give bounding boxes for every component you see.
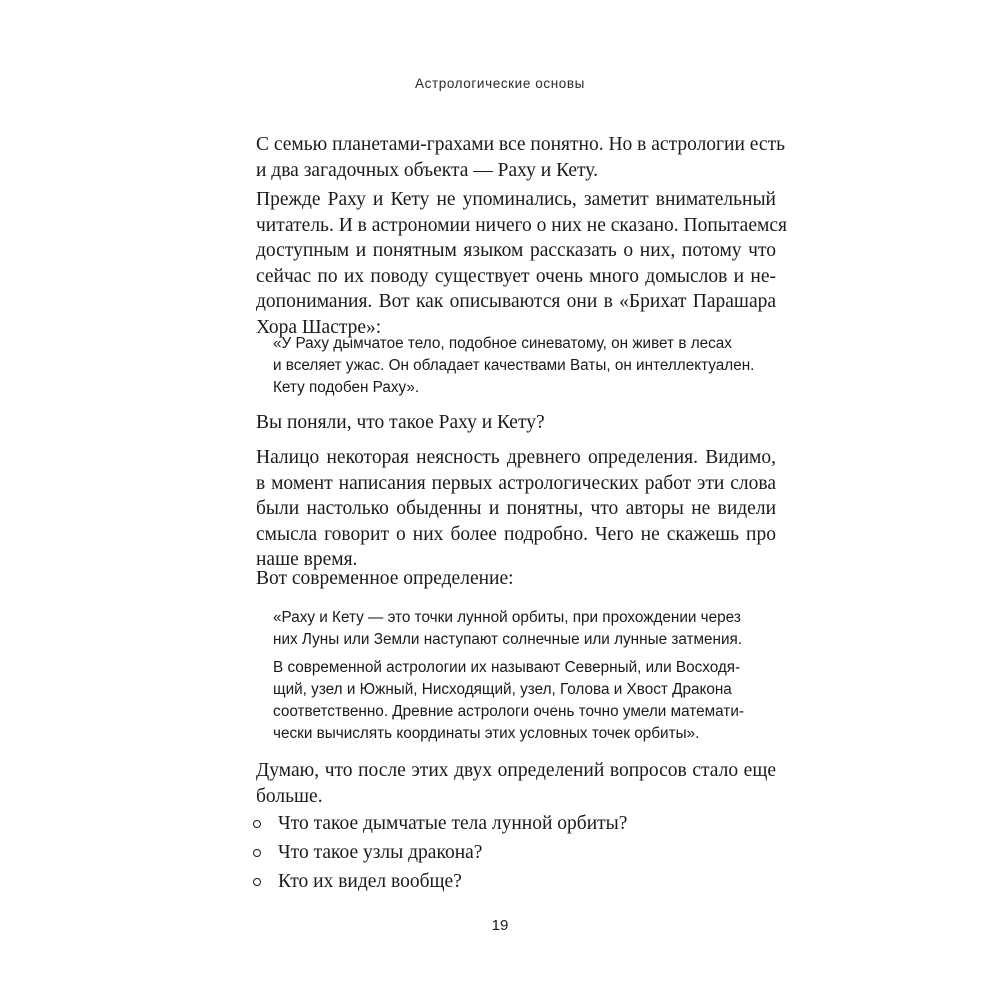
paragraph-2 (256, 187, 787, 340)
list-item-text: Кто их видел вообще? (278, 871, 462, 892)
running-head: Астрологические основы (415, 76, 585, 91)
paragraph-line: С семью планетами-грахами все понятно. Но в астрологии есть (256, 134, 786, 155)
list-item-text: Что такое дымчатые тела лунной орбиты? (278, 813, 628, 834)
quote-line: и вселяет ужас. Он обладает качествами Ваты, он интеллектуален. (273, 357, 755, 374)
circle-bullet-icon (253, 849, 261, 857)
paragraph-1 (256, 132, 786, 183)
paragraph-line: Вы поняли, что такое Раху и Кету? (256, 412, 545, 433)
paragraph-4 (256, 445, 776, 573)
paragraph-line: больше. (256, 785, 323, 807)
page-number: 19 (491, 917, 509, 934)
quote-line: соответственно. Древние астрологи очень точно умели математи- (273, 703, 744, 720)
quote-2 (273, 607, 758, 651)
paragraph-line: и два загадочных объекта — Раху и Кету. (256, 159, 598, 181)
quote-line: чески вычислять координаты этих условных точек орбиты». (273, 725, 700, 742)
circle-bullet-icon (253, 878, 261, 886)
list-item (252, 811, 772, 840)
paragraph-line: смысла говорит о них более подробно. Чего не скажешь про (256, 523, 776, 545)
paragraph-line: наше время. (256, 549, 358, 570)
circle-bullet-icon (253, 820, 261, 828)
paragraph-line: Прежде Раху и Кету не упоминались, заметит внимательный (256, 189, 776, 210)
paragraph-line: допонимания. Вот как описываются они в «Брихат Парашара (256, 291, 776, 312)
question-list (252, 811, 772, 898)
quote-2-continued (273, 657, 758, 745)
paragraph-line: Хора Шастре»: (256, 316, 382, 338)
list-item (252, 840, 772, 869)
paragraph-line: доступным и понятным языком рассказать о них, потому что (256, 240, 776, 261)
quote-line: «У Раху дымчатое тело, подобное синеватому, он живет в лесах (273, 335, 732, 352)
quote-line: Кету подобен Раху». (273, 379, 420, 396)
quote-line: щий, узел и Южный, Нисходящий, узел, Голова и Хвост Дракона (273, 681, 732, 698)
paragraph-5 (256, 566, 776, 592)
paragraph-line: Налицо некоторая неясность древнего определения. Видимо, (256, 447, 776, 468)
list-item-text: Что такое узлы дракона? (278, 842, 483, 863)
paragraph-line: в момент написания первых астрологических работ эти слова (256, 472, 776, 494)
quote-line: В современной астрологии их называют Северный, или Восходя- (273, 659, 741, 676)
paragraph-line: читатель. И в астрономии ничего о них не сказано. Попытаемся (256, 214, 787, 236)
paragraph-line: были настолько обыденны и понятны, что авторы не видели (256, 498, 776, 519)
paragraph-line: Думаю, что после этих двух определений вопросов стало еще (256, 760, 776, 781)
quote-line: них Луны или Земли наступают солнечные или лунные затмения. (273, 631, 743, 648)
paragraph-line: Вот современное определение: (256, 568, 514, 589)
paragraph-6 (256, 758, 776, 809)
paragraph-3 (256, 410, 776, 436)
list-item (252, 869, 772, 898)
quote-line: «Раху и Кету — это точки лунной орбиты, при прохождении через (273, 609, 741, 626)
quote-1 (273, 333, 758, 399)
paragraph-line: сейчас по их поводу существует очень много домыслов и не- (256, 265, 776, 287)
